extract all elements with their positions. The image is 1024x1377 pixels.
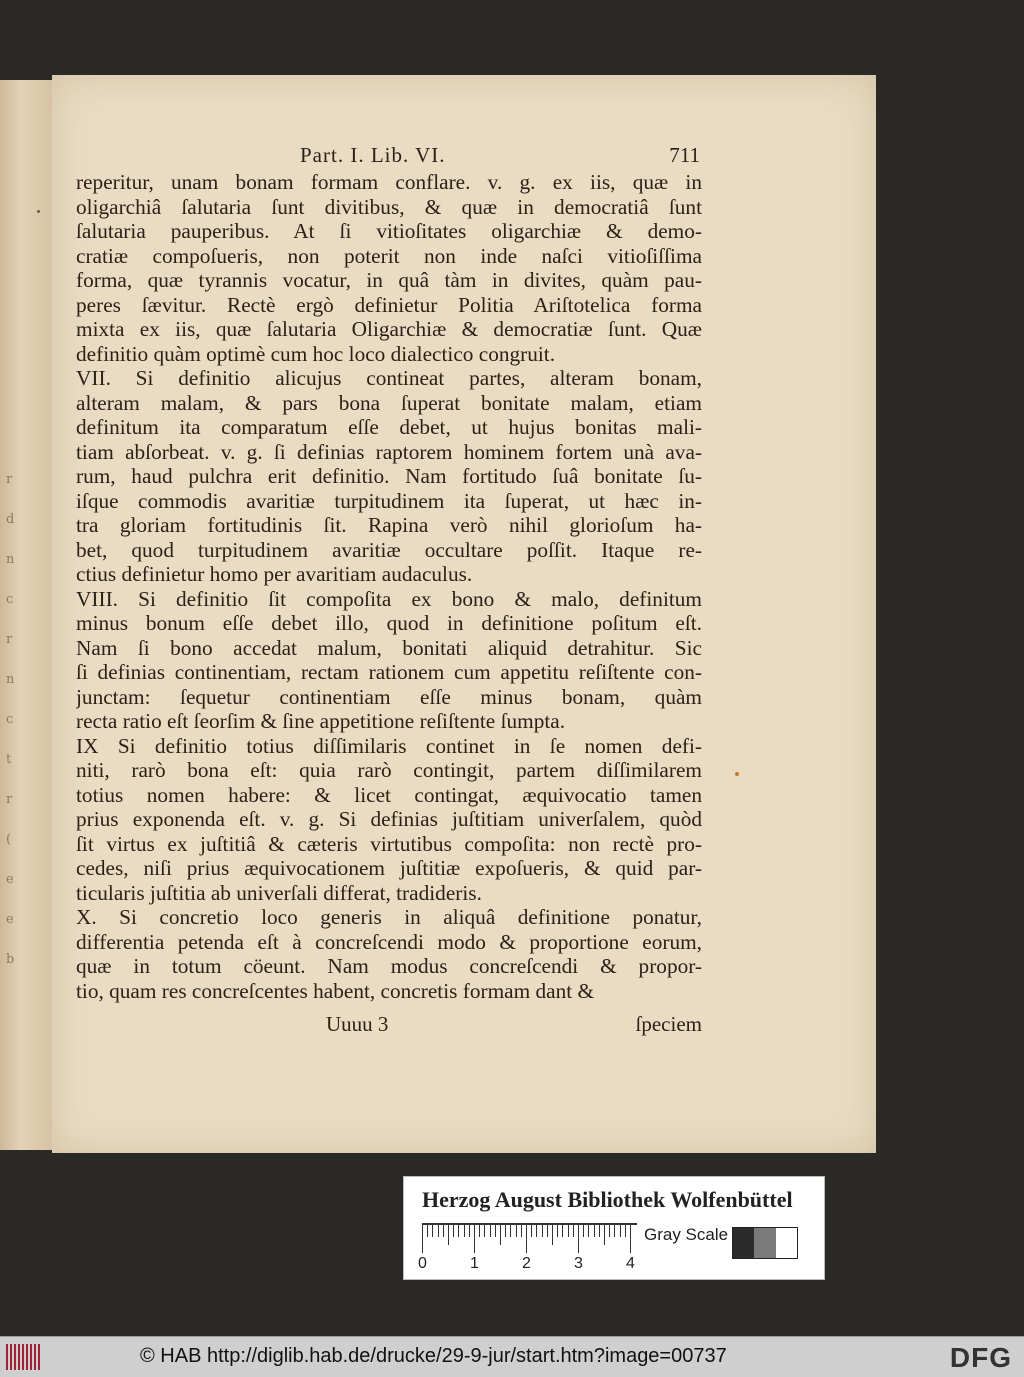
ruler-tick — [552, 1223, 553, 1245]
running-head — [300, 143, 700, 167]
grayscale-swatch — [732, 1227, 798, 1259]
text-line: ſit virtus ex juſtitiâ & cæteris virtutibus compoſita: non rectè pro- — [76, 831, 702, 856]
ruler-tick — [536, 1223, 537, 1237]
ruler-tick — [495, 1223, 496, 1237]
text-line: rum, haud pulchra erit definitio. Nam fortitudo ſuâ bonitate ſu- — [76, 464, 702, 488]
text-line: junctam: ſequetur continentiam eſſe minus bonam, quàm — [76, 684, 702, 709]
ruler-tick — [422, 1223, 423, 1253]
ruler-number: 4 — [626, 1255, 635, 1272]
ruler-tick — [625, 1223, 626, 1237]
text-line: definitio quàm optimè cum hoc loco dialectico congruit. — [76, 341, 556, 366]
page-body-text — [76, 170, 702, 1003]
text-line: X. Si concretio loco generis in aliquâ definitione ponatur, — [76, 905, 702, 929]
signature-mark: Uuuu 3 — [326, 1012, 389, 1036]
ruler-tick — [526, 1223, 527, 1253]
ruler-tick — [573, 1223, 574, 1237]
grayscale-label: Gray Scale — [644, 1225, 729, 1244]
ruler-number: 1 — [470, 1255, 479, 1272]
ruler-number: 3 — [574, 1255, 583, 1272]
text-line: ſi definias continentiam, rectam rationem cum appetitu reſiſtente con- — [76, 660, 702, 684]
ruler-tick — [620, 1223, 621, 1237]
ruler-tick — [490, 1223, 491, 1237]
ruler-number: 0 — [418, 1255, 427, 1272]
ruler-tick — [578, 1223, 579, 1253]
library-name: Herzog August Bibliothek Wolfenbüttel — [422, 1187, 793, 1212]
copyright-link[interactable]: © HAB http://diglib.hab.de/drucke/29-9-jur/start.htm?image=00737 — [140, 1345, 727, 1367]
text-line: tiam abſorbeat. v. g. ſi definias raptorem hominem fortem unà ava- — [76, 439, 702, 464]
ruler-tick — [583, 1223, 584, 1237]
text-line: differentia petenda eſt à concreſcendi modo & proportione eorum, — [76, 929, 702, 954]
ruler-tick — [458, 1223, 459, 1237]
footer-bar — [0, 1336, 1024, 1377]
text-line: tio, quam res concreſcentes habent, concretis formam dant & — [76, 978, 595, 1003]
previous-page-edge — [0, 80, 53, 1150]
ruler-tick — [531, 1223, 532, 1237]
text-line: ctius definietur homo per avaritiam audaculus. — [76, 562, 473, 586]
ruler-tick — [510, 1223, 511, 1237]
text-line: ſalutaria pauperibus. At ſi vitioſitates oligarchiæ & demo- — [76, 219, 702, 243]
text-line: Nam ſi bono accedat malum, bonitati aliquid detrahitur. Sic — [76, 635, 702, 660]
text-line: prius exponenda eſt. v. g. Si definias juſtitiam univerſalem, quòd — [76, 807, 702, 831]
ruler-tick — [432, 1223, 433, 1237]
bleed-through-marks: r d n c r n c t r ( e e b — [6, 472, 16, 967]
text-line: reperitur, unam bonam formam conflare. v. g. ex iis, quæ in — [76, 170, 702, 194]
ruler-tick — [438, 1223, 439, 1237]
ruler-tick — [599, 1223, 600, 1237]
text-line: alteram malam, & pars bona ſuperat bonitate malam, etiam — [76, 390, 702, 415]
ruler-tick — [609, 1223, 610, 1237]
text-line: cratiæ compoſueris, non poterit non inde naſci vitioſiſſima — [76, 243, 702, 268]
ruler-tick — [630, 1223, 631, 1253]
ruler-tick — [505, 1223, 506, 1237]
running-head-title: Part. I. Lib. VI. — [300, 143, 446, 167]
ruler-tick — [547, 1223, 548, 1237]
ruler-tick — [614, 1223, 615, 1237]
grayscale-patch — [776, 1228, 797, 1258]
text-line: VIII. Si definitio ſit compoſita ex bono & malo, definitum — [76, 586, 702, 611]
text-line: totius nomen habere: & licet contingat, æquivocatio tamen — [76, 782, 702, 807]
ruler-tick — [464, 1223, 465, 1237]
text-line: quæ in totum cöeunt. Nam modus concreſcendi & propor- — [76, 954, 702, 978]
ruler-tick — [453, 1223, 454, 1237]
margin-mark — [37, 210, 40, 213]
text-line: tra gloriam fortitudinis ſit. Rapina verò nihil glorioſum ha- — [76, 513, 702, 537]
ruler-tick — [594, 1223, 595, 1237]
text-line: VII. Si definitio alicujus contineat partes, alteram bonam, — [76, 366, 702, 390]
text-line: IX Si definitio totius diſſimilaris continet in ſe nomen defi- — [76, 733, 702, 758]
ruler-tick — [469, 1223, 470, 1237]
ruler-tick — [521, 1223, 522, 1237]
ruler-tick — [542, 1223, 543, 1237]
hab-barcode-icon — [6, 1344, 40, 1370]
ruler-number: 2 — [522, 1255, 531, 1272]
ruler-tick — [448, 1223, 449, 1245]
text-line: recta ratio eſt ſeorſim & ſine appetitione reſiſtente ſumpta. — [76, 709, 566, 733]
library-label-card — [403, 1176, 825, 1280]
ruler-tick — [500, 1223, 501, 1245]
ruler-tick — [562, 1223, 563, 1237]
text-line: peres ſævitur. Rectè ergò definietur Politia Ariſtotelica forma — [76, 292, 702, 317]
text-line: cedes, niſi prius æquivocationem juſtitiæ expoſueris, & quid par- — [76, 856, 702, 880]
grayscale-patch — [733, 1228, 754, 1258]
text-line: forma, quæ tyrannis vocatur, in quâ tàm in divites, quàm pau- — [76, 268, 702, 292]
text-line: bet, quod turpitudinem avaritiæ occultare poſſit. Itaque re- — [76, 537, 702, 562]
page-number: 711 — [669, 143, 700, 167]
text-line: definitum ita comparatum eſſe debet, ut hujus bonitas mali- — [76, 415, 702, 439]
text-line: mixta ex iis, quæ ſalutaria Oligarchiæ & democratiæ ſunt. Quæ — [76, 317, 702, 341]
text-line: ticularis juſtitia ab univerſali differat, tradideris. — [76, 880, 482, 905]
scale-ruler — [422, 1223, 637, 1259]
ruler-tick — [588, 1223, 589, 1237]
catchword: ſpeciem — [635, 1012, 702, 1036]
page-footer — [76, 1012, 702, 1038]
grayscale-patch — [754, 1228, 775, 1258]
ruler-tick — [479, 1223, 480, 1237]
ruler-tick — [516, 1223, 517, 1237]
ruler-tick — [568, 1223, 569, 1237]
text-line: oligarchiâ ſalutaria ſunt divitibus, & quæ in democratiâ ſunt — [76, 194, 702, 219]
dfg-logo: DFG — [949, 1342, 1012, 1373]
text-line: iſque commodis avaritiæ turpitudinem ita ſuperat, ut hæc in- — [76, 488, 702, 513]
margin-mark — [735, 772, 739, 776]
ruler-tick — [557, 1223, 558, 1237]
ruler-tick — [604, 1223, 605, 1245]
ruler-tick — [427, 1223, 428, 1237]
ruler-tick — [484, 1223, 485, 1237]
ruler-tick — [474, 1223, 475, 1253]
text-line: minus bonum eſſe debet illo, quod in definitione poſitum eſt. — [76, 611, 702, 635]
ruler-tick — [443, 1223, 444, 1237]
text-line: niti, rarò bona eſt: quia rarò contingit, partem diſſimilarem — [76, 758, 702, 782]
